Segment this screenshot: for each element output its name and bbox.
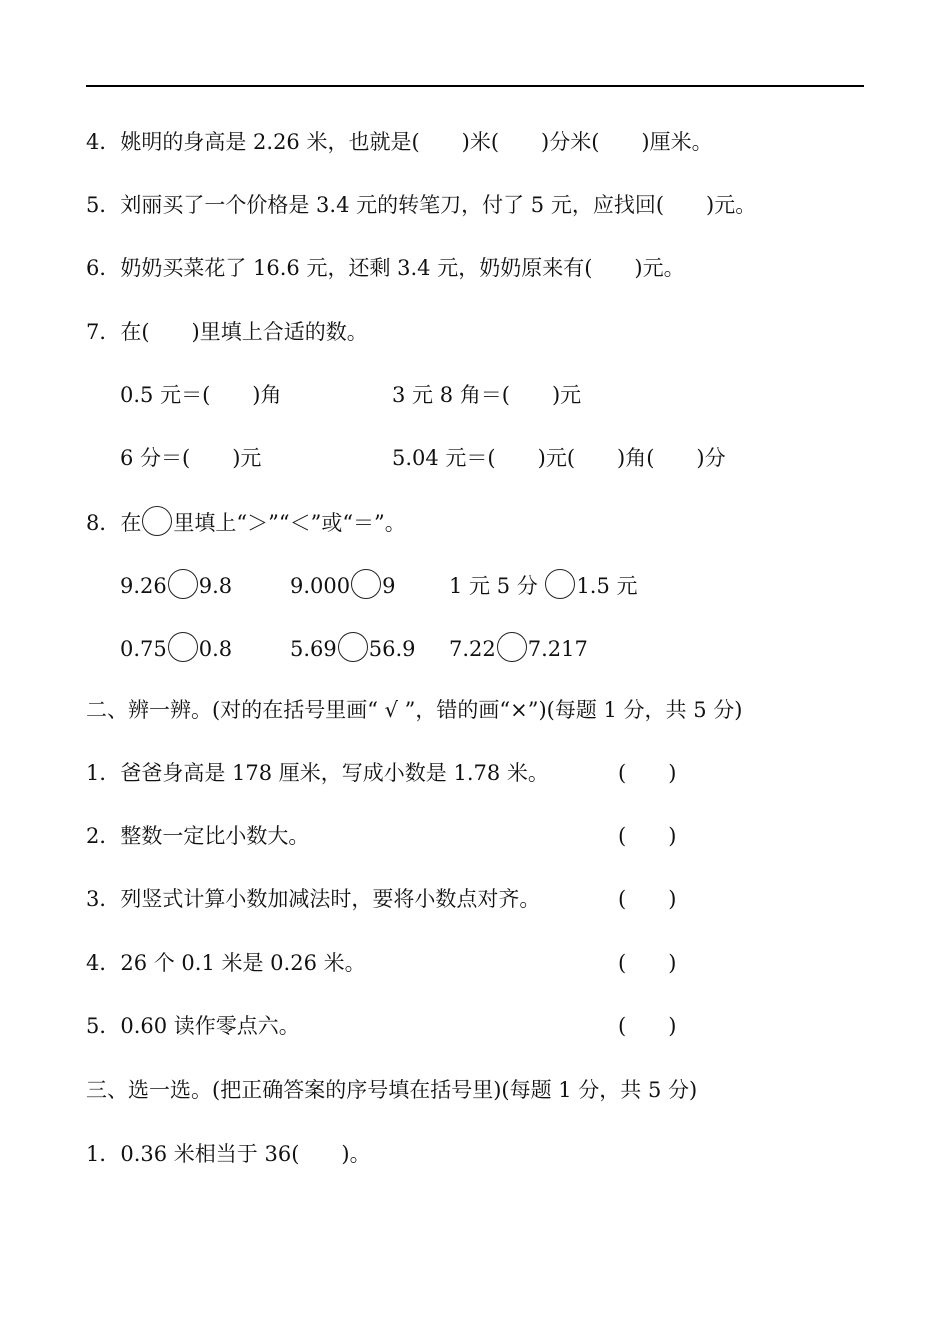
compare-left: 9.26 (120, 574, 167, 598)
compare-right: 0.8 (198, 637, 233, 661)
compare-item (290, 569, 396, 600)
question-8 (86, 506, 406, 537)
compare-circle-icon (168, 632, 198, 662)
answer-bracket[interactable]: ( ) (618, 951, 677, 975)
compare-item (449, 569, 638, 600)
answer-bracket[interactable]: ( ) (618, 761, 677, 785)
judge-item: 2．整数一定比小数大。 (86, 824, 310, 848)
compare-circle-icon (497, 632, 527, 662)
section-3-title: 三、选一选。(把正确答案的序号填在括号里)(每题 1 分，共 5 分) (86, 1078, 698, 1102)
answer-bracket[interactable]: ( ) (618, 824, 677, 848)
compare-item (449, 632, 588, 663)
compare-right: 56.9 (368, 637, 416, 661)
question-4: 4．姚明的身高是 2.26 米，也就是( )米( )分米( )厘米。 (86, 130, 713, 154)
compare-right: 9 (382, 574, 396, 598)
answer-bracket[interactable]: ( ) (618, 1014, 677, 1038)
q8-prefix: 8．在 (86, 511, 142, 535)
compare-left: 7.22 (449, 637, 496, 661)
answer-bracket[interactable]: ( ) (618, 887, 677, 911)
compare-item (120, 569, 232, 600)
judge-item: 5．0.60 读作零点六。 (86, 1014, 300, 1038)
compare-right: 1.5 元 (576, 574, 638, 598)
question-7: 7．在( )里填上合适的数。 (86, 320, 368, 344)
section-2-title: 二、辨一辨。(对的在括号里画“ √ ”，错的画“×”)(每题 1 分，共 5 分) (86, 698, 743, 722)
q8-suffix: 里填上“＞”“＜”或“＝”。 (173, 511, 406, 535)
compare-circle-icon (351, 569, 381, 599)
compare-item (120, 632, 232, 663)
compare-circle-icon (142, 506, 172, 536)
compare-left: 5.69 (290, 637, 337, 661)
question-5: 5．刘丽买了一个价格是 3.4 元的转笔刀，付了 5 元，应找回( )元。 (86, 193, 757, 217)
compare-right: 9.8 (198, 574, 233, 598)
header-rule (86, 85, 864, 87)
question-6: 6．奶奶买菜花了 16.6 元，还剩 3.4 元，奶奶原来有( )元。 (86, 256, 685, 280)
judge-item: 4．26 个 0.1 米是 0.26 米。 (86, 951, 366, 975)
compare-item (290, 632, 416, 663)
compare-circle-icon (168, 569, 198, 599)
q7-item: 6 分＝( )元 (120, 446, 262, 470)
judge-item: 1．爸爸身高是 178 厘米，写成小数是 1.78 米。 (86, 761, 549, 785)
compare-left: 9.000 (290, 574, 351, 598)
compare-left: 1 元 5 分 (449, 574, 538, 598)
q7-item: 3 元 8 角＝( )元 (392, 383, 582, 407)
compare-right: 7.217 (527, 637, 588, 661)
q7-item: 5.04 元＝( )元( )角( )分 (392, 446, 726, 470)
compare-circle-icon (545, 569, 575, 599)
compare-circle-icon (338, 632, 368, 662)
choice-question-1: 1．0.36 米相当于 36( )。 (86, 1142, 371, 1166)
q7-item: 0.5 元＝( )角 (120, 383, 282, 407)
compare-left: 0.75 (120, 637, 167, 661)
judge-item: 3．列竖式计算小数加减法时，要将小数点对齐。 (86, 887, 541, 911)
